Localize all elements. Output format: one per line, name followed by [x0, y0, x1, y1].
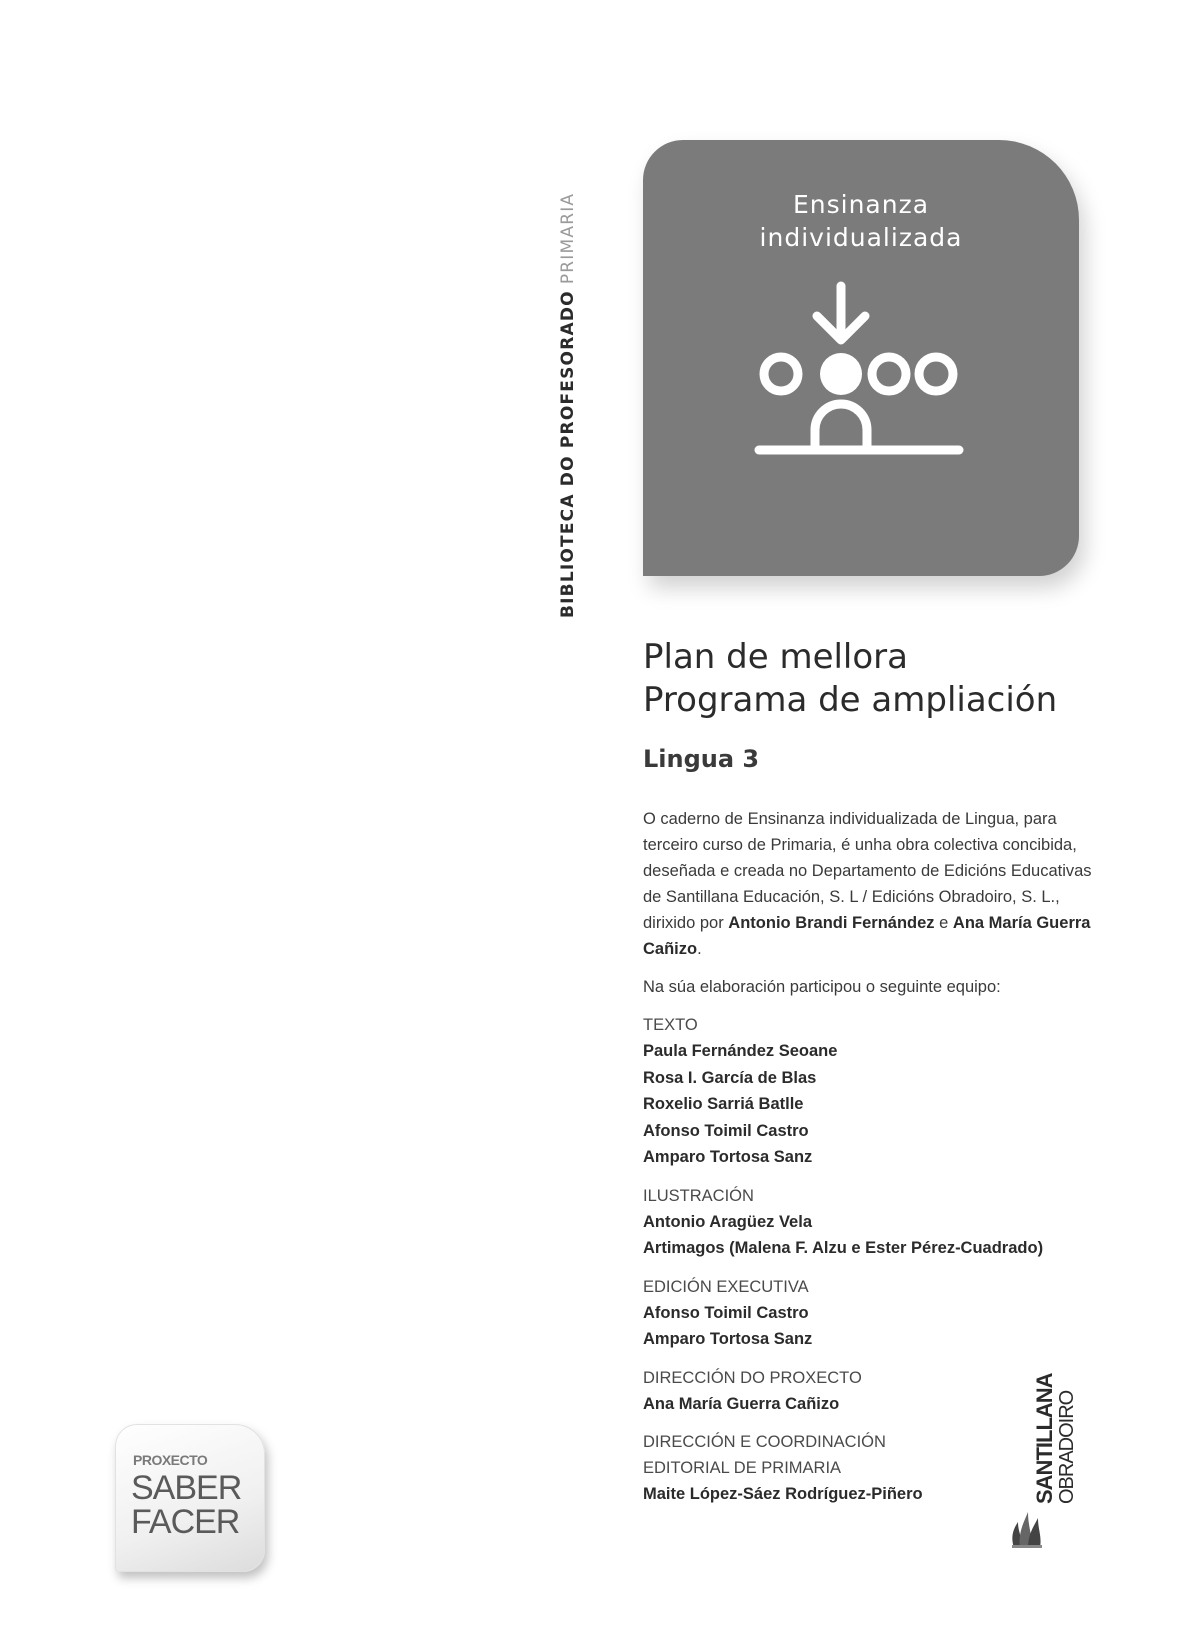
logo-line2: SABER [131, 1469, 242, 1507]
credit-name: Ana María Guerra Cañizo [643, 1394, 840, 1413]
credit-label: TEXTO [643, 1016, 698, 1034]
series-level: PRIMARIA [558, 192, 578, 285]
credit-name: Afonso Toimil Castro [643, 1303, 809, 1322]
intro-end: . [697, 940, 702, 958]
saber-facer-logo [115, 1424, 265, 1572]
page-title [643, 636, 1057, 722]
credit-section-texto [643, 1012, 1113, 1171]
section-badge [643, 140, 1079, 576]
arrow-down-into-circles-icon [753, 280, 969, 460]
intro-connector: e [934, 914, 953, 932]
credit-name: Antonio Aragüez Vela [643, 1212, 812, 1231]
series-line: BIBLIOTECA DO PROFESORADO [558, 290, 578, 618]
logo-line1: PROXECTO [133, 1452, 208, 1468]
title-line2: Programa de ampliación [643, 680, 1058, 720]
credit-label: EDICIÓN EXECUTIVA [643, 1277, 809, 1296]
title-line1: Plan de mellora [643, 637, 908, 677]
intro-author-2: Ana María Guerra Cañizo [643, 914, 1091, 958]
intro-paragraph [643, 806, 1113, 962]
intro-text: O caderno de Ensinanza individualizada de Lingua, para terceiro curso de Primaria, é unha obra colectiva concibida, deseñada e creada no Departamento de Edicións Educativas de Santillana Educación, S. L / Edicións Obradoiro, S. L., dirixido por [643, 810, 1092, 932]
series-label [557, 140, 579, 618]
team-intro: Na súa elaboración participou o seguinte equipo: [643, 978, 1001, 996]
publisher-line1: SANTILLANA [1032, 1373, 1057, 1504]
credit-name: Rosa I. García de Blas [643, 1068, 817, 1087]
credit-label: ILUSTRACIÓN [643, 1186, 754, 1205]
credit-name: Maite López-Sáez Rodríguez-Piñero [643, 1485, 923, 1503]
credit-name: Amparo Tortosa Sanz [643, 1330, 813, 1348]
credit-label: DIRECCIÓN DO PROXECTO [643, 1368, 862, 1387]
credit-name: Artimagos (Malena F. Alzu e Ester Pérez-Cuadrado) [643, 1239, 1044, 1257]
publisher-line2: OBRADOIRO [1056, 1390, 1078, 1504]
credit-name: Roxelio Sarriá Batlle [643, 1095, 804, 1113]
publisher-wordmark [1032, 1373, 1082, 1504]
credit-name: Afonso Toimil Castro [643, 1121, 809, 1140]
subject-title: Lingua 3 [643, 745, 760, 773]
badge-title-line2: individualizada [759, 223, 963, 252]
badge-title-line1: Ensinanza [792, 190, 930, 219]
credit-name: Paula Fernández Seoane [643, 1042, 838, 1060]
credit-label: DIRECCIÓN E COORDINACIÓN EDITORIAL DE PRIMARIA [643, 1433, 886, 1477]
publisher-logo [1010, 1373, 1082, 1552]
intro-author-1: Antonio Brandi Fernández [728, 914, 935, 932]
credit-section-edicion-executiva [643, 1274, 1113, 1353]
credit-section-ilustracion [643, 1183, 1113, 1262]
badge-title [643, 188, 1079, 254]
credit-name: Amparo Tortosa Sanz [643, 1148, 813, 1166]
logo-line3: FACER [131, 1503, 240, 1541]
flame-icon [1010, 1502, 1044, 1548]
